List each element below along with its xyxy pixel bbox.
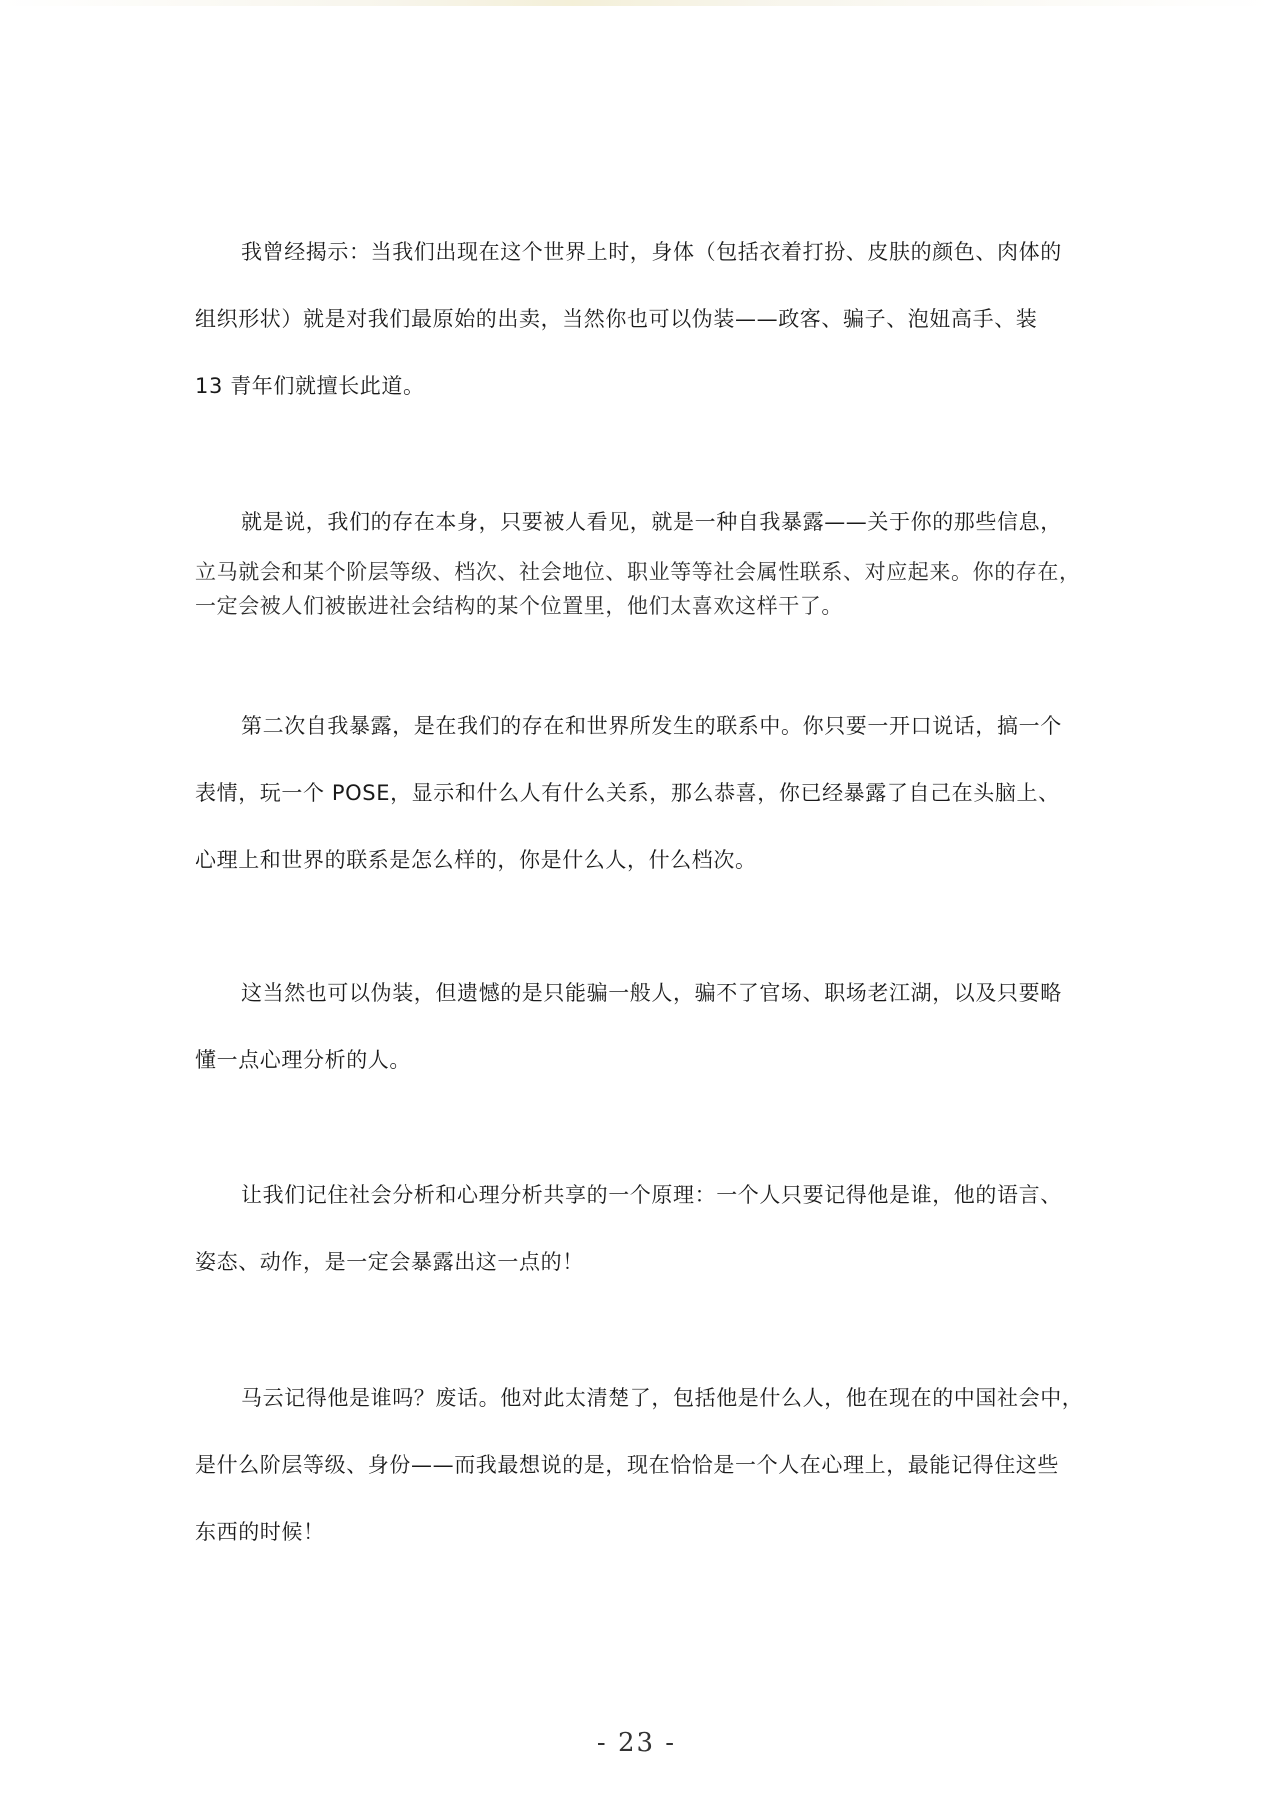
- paragraph-6-line-3: 东西的时候！: [195, 1520, 325, 1544]
- paragraph-3-line-3: 心理上和世界的联系是怎么样的，你是什么人，什么档次。: [195, 848, 757, 872]
- paragraph-1-line-3: 13 青年们就擅长此道。: [195, 374, 425, 398]
- paragraph-6-line-1: 马云记得他是谁吗？废话。他对此太清楚了，包括他是什么人，他在现在的中国社会中，: [241, 1386, 1084, 1410]
- paragraph-4-line-1: 这当然也可以伪装，但遗憾的是只能骗一般人，骗不了官场、职场老江湖，以及只要略: [241, 981, 1062, 1005]
- paragraph-2-line-1: 就是说，我们的存在本身，只要被人看见，就是一种自我暴露——关于你的那些信息，: [241, 510, 1062, 534]
- paragraph-4-line-2: 懂一点心理分析的人。: [195, 1048, 411, 1072]
- paragraph-2-line-2: 立马就会和某个阶层等级、档次、社会地位、职业等等社会属性联系、对应起来。你的存在，: [195, 560, 1081, 584]
- paragraph-1-line-1: 我曾经揭示：当我们出现在这个世界上时，身体（包括衣着打扮、皮肤的颜色、肉体的: [241, 240, 1062, 264]
- paragraph-1-line-2: 组织形状）就是对我们最原始的出卖，当然你也可以伪装——政客、骗子、泡妞高手、装: [195, 307, 1038, 331]
- document-page: [195, 0, 1085, 1800]
- page-number: - 23 -: [596, 1728, 677, 1758]
- paragraph-3-line-1: 第二次自我暴露，是在我们的存在和世界所发生的联系中。你只要一开口说话，搞一个: [241, 714, 1062, 738]
- paragraph-3-line-2: 表情，玩一个 POSE，显示和什么人有什么关系，那么恭喜，你已经暴露了自己在头脑上、: [195, 781, 1060, 805]
- paragraph-2-line-3: 一定会被人们被嵌进社会结构的某个位置里，他们太喜欢这样干了。: [195, 594, 843, 618]
- paragraph-5-line-1: 让我们记住社会分析和心理分析共享的一个原理：一个人只要记得他是谁，他的语言、: [241, 1183, 1062, 1207]
- paragraph-5-line-2: 姿态、动作，是一定会暴露出这一点的！: [195, 1250, 584, 1274]
- paragraph-6-line-2: 是什么阶层等级、身份——而我最想说的是，现在恰恰是一个人在心理上，最能记得住这些: [195, 1453, 1059, 1477]
